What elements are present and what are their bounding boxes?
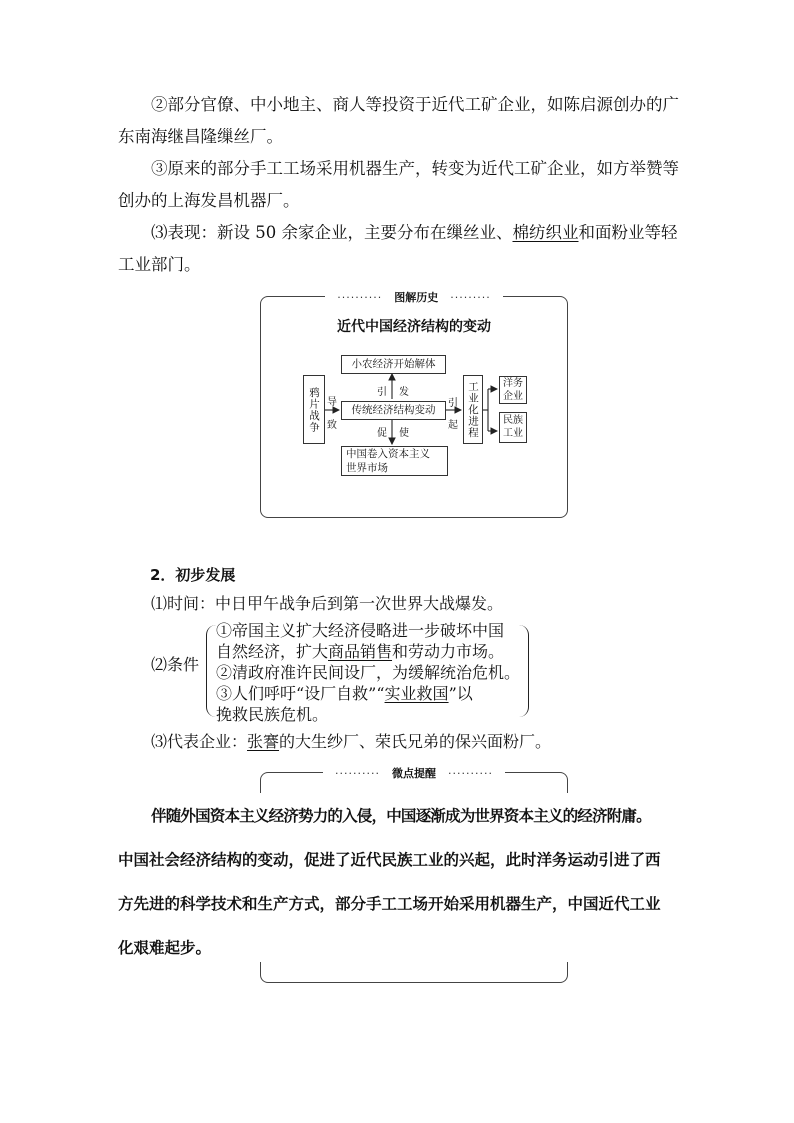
dots-decoration: ·········· [329,767,386,780]
para-line: ②部分官僚、中小地主、商人等投资于近代工矿企业，如陈启源创办的广 [151,95,679,114]
para-line: 创办的上海发昌机器厂。 [118,191,300,210]
tip-line: 方先进的科学技术和生产方式，部分手工工场开始采用机器生产，中国近代工业 [118,895,661,913]
underlined-term: 实业救国 [384,684,449,703]
frame-label [261,762,567,781]
world-market-box [341,446,448,476]
economy-change-box: 传统经济结构变动 [341,401,446,420]
underlined-term: 棉纺织业 [512,223,579,242]
tip-frame-bottom [260,962,568,983]
frame-title: 图解历史 [388,291,444,304]
section-heading: 2．初步发展 [150,566,236,584]
national-industry-box: 民族工业 [499,412,527,443]
top-paragraphs [118,89,678,281]
para-line: 东南海继昌隆缫丝厂。 [118,127,283,146]
para-text: 和面粉业等轻 [578,223,678,242]
label-down-left: 促 [377,428,387,439]
industrialization-box: 工业化进程 [463,375,483,444]
small-peasant-box: 小农经济开始解体 [341,355,446,374]
frame-label [261,286,567,305]
para-line: 工业部门。 [118,255,201,274]
cond-text: ”以 [448,684,473,703]
section2-representatives [151,726,711,758]
diagram-title: 近代中国经济结构的变动 [337,319,491,335]
label-lead-top: 导 [327,397,337,408]
world-market-line2: 世界市场 [346,462,388,474]
opium-war-box: 鸦片战争 [303,375,325,444]
condition-list [216,620,520,725]
condition-label: ⑵条件 [151,655,200,674]
dots-decoration: ·········· [442,767,499,780]
tip-line: 伴随外国资本主义经济势力的入侵，中国逐渐成为世界资本主义的经济附庸。 [151,807,651,825]
cond-line: 挽救民族危机。 [216,705,329,724]
label-right-bottom: 起 [448,420,458,431]
para-line: ③原来的部分手工工场采用机器生产，转变为近代工矿企业，如方举赞等 [151,159,679,178]
cond-line: ②清政府准许民间设厂，为缓解统治危机。 [216,663,521,682]
world-market-line1: 中国卷入资本主义 [346,448,430,460]
label-lead-bottom: 致 [327,420,337,431]
cond-text: 自然经济，扩大 [216,642,329,661]
label-down-right: 使 [399,428,409,439]
tip-frame-top [260,767,568,793]
cond-line [216,683,520,704]
frame-title: 微点提醒 [386,767,442,780]
dots-decoration: ········· [444,291,496,304]
rep-text: 的大生纱厂、荣氏兄弟的保兴面粉厂。 [279,732,552,751]
tip-text [118,794,688,970]
section2-time: ⑴时间：中日甲午战争后到第一次世界大战爆发。 [151,594,504,613]
cond-text: ③人们呼吁“设厂自救”“ [216,684,385,703]
cond-line: ①帝国主义扩大经济侵略进一步破坏中国 [216,621,505,640]
tip-line: 中国社会经济结构的变动，促进了近代民族工业的兴起，此时洋务运动引进了西 [118,851,661,869]
para-line [118,217,678,249]
westernization-box: 洋务企业 [499,376,527,404]
underlined-term: 商品销售 [328,642,393,661]
label-up-left: 引 [377,387,387,398]
dots-decoration: ·········· [331,291,388,304]
label-up-right: 发 [399,387,409,398]
cond-line [216,641,520,662]
label-right-top: 引 [448,398,458,409]
underlined-term: 张謇 [247,732,280,751]
tip-line: 化艰难起步。 [118,939,212,957]
cond-text: 和劳动力市场。 [392,642,505,661]
para-text: ⑶表现：新设 50 余家企业，主要分布在缫丝业、 [151,223,513,242]
rep-text: ⑶代表企业： [151,732,248,751]
